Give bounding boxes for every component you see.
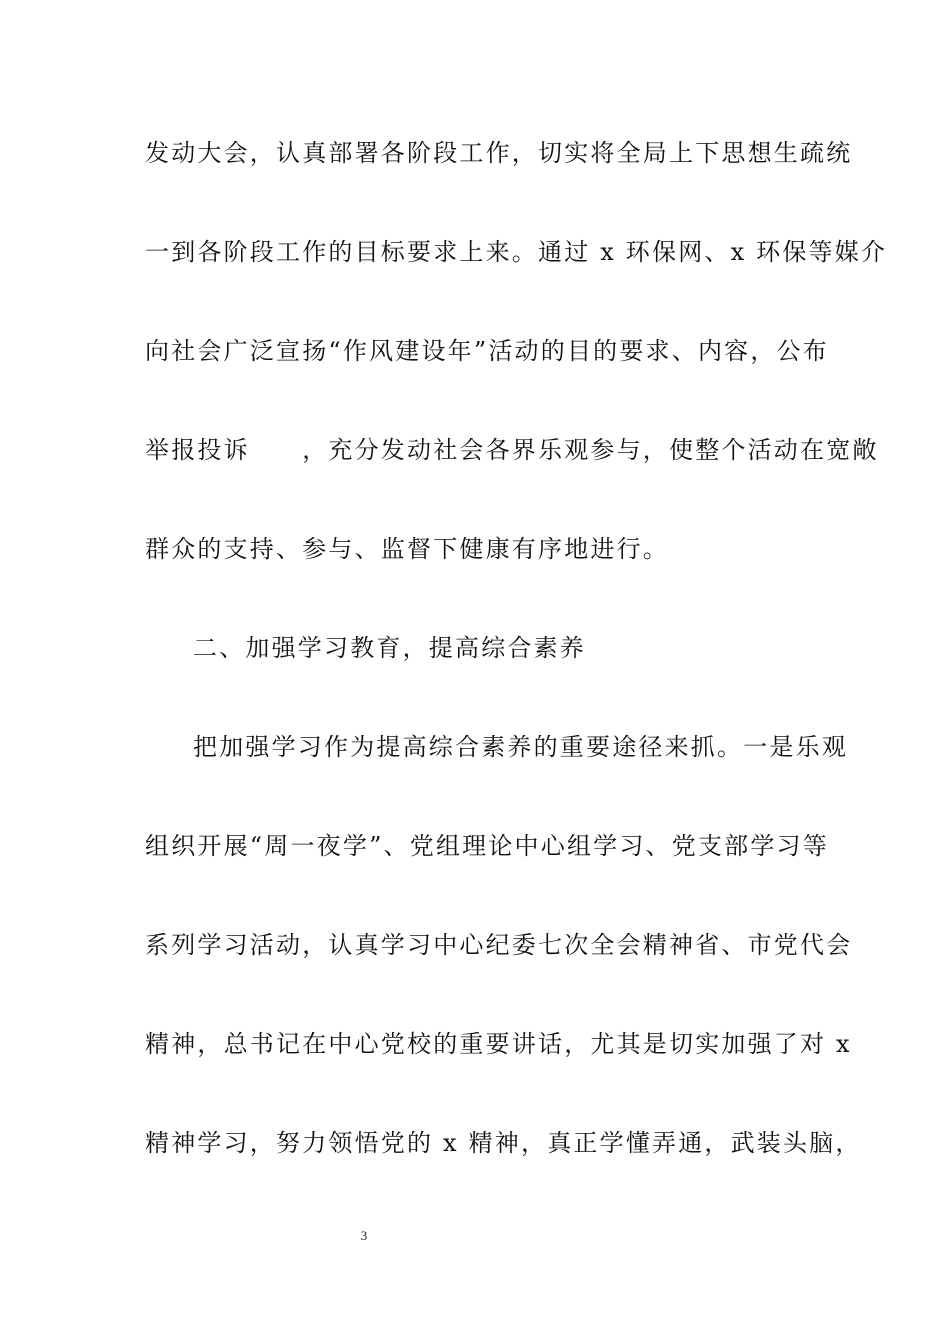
paragraph-line: 精神，总书记在中心党校的重要讲话，尤其是切实加强了对 x xyxy=(145,1030,852,1058)
paragraph-line: 发动大会，认真部署各阶段工作，切实将全局上下思想生疏统 xyxy=(145,139,853,167)
paragraph-line: 一到各阶段工作的目标要求上来。通过 x 环保网、x 环保等媒介 xyxy=(145,238,888,266)
paragraph-line: 组织开展“周一夜学”、党组理论中心组学习、党支部学习等 xyxy=(145,832,829,860)
section-heading: 二、加强学习教育，提高综合素养 xyxy=(193,634,586,662)
paragraph-line: 群众的支持、参与、监督下健康有序地进行。 xyxy=(145,535,669,563)
paragraph-line: 精神学习，努力领悟党的 x 精神，真正学懂弄通，武装头脑， xyxy=(145,1129,862,1157)
paragraph-line: 把加强学习作为提高综合素养的重要途径来抓。一是乐观 xyxy=(193,733,848,761)
paragraph-line: 系列学习活动，认真学习中心纪委七次全会精神省、市党代会 xyxy=(145,931,853,959)
paragraph-line: 向社会广泛宣扬“作风建设年”活动的目的要求、内容，公布 xyxy=(145,337,829,365)
paragraph-line: 举报投诉 ，充分发动社会各界乐观参与，使整个活动在宽敞 xyxy=(145,436,879,464)
page-number: 3 xyxy=(360,1228,368,1243)
